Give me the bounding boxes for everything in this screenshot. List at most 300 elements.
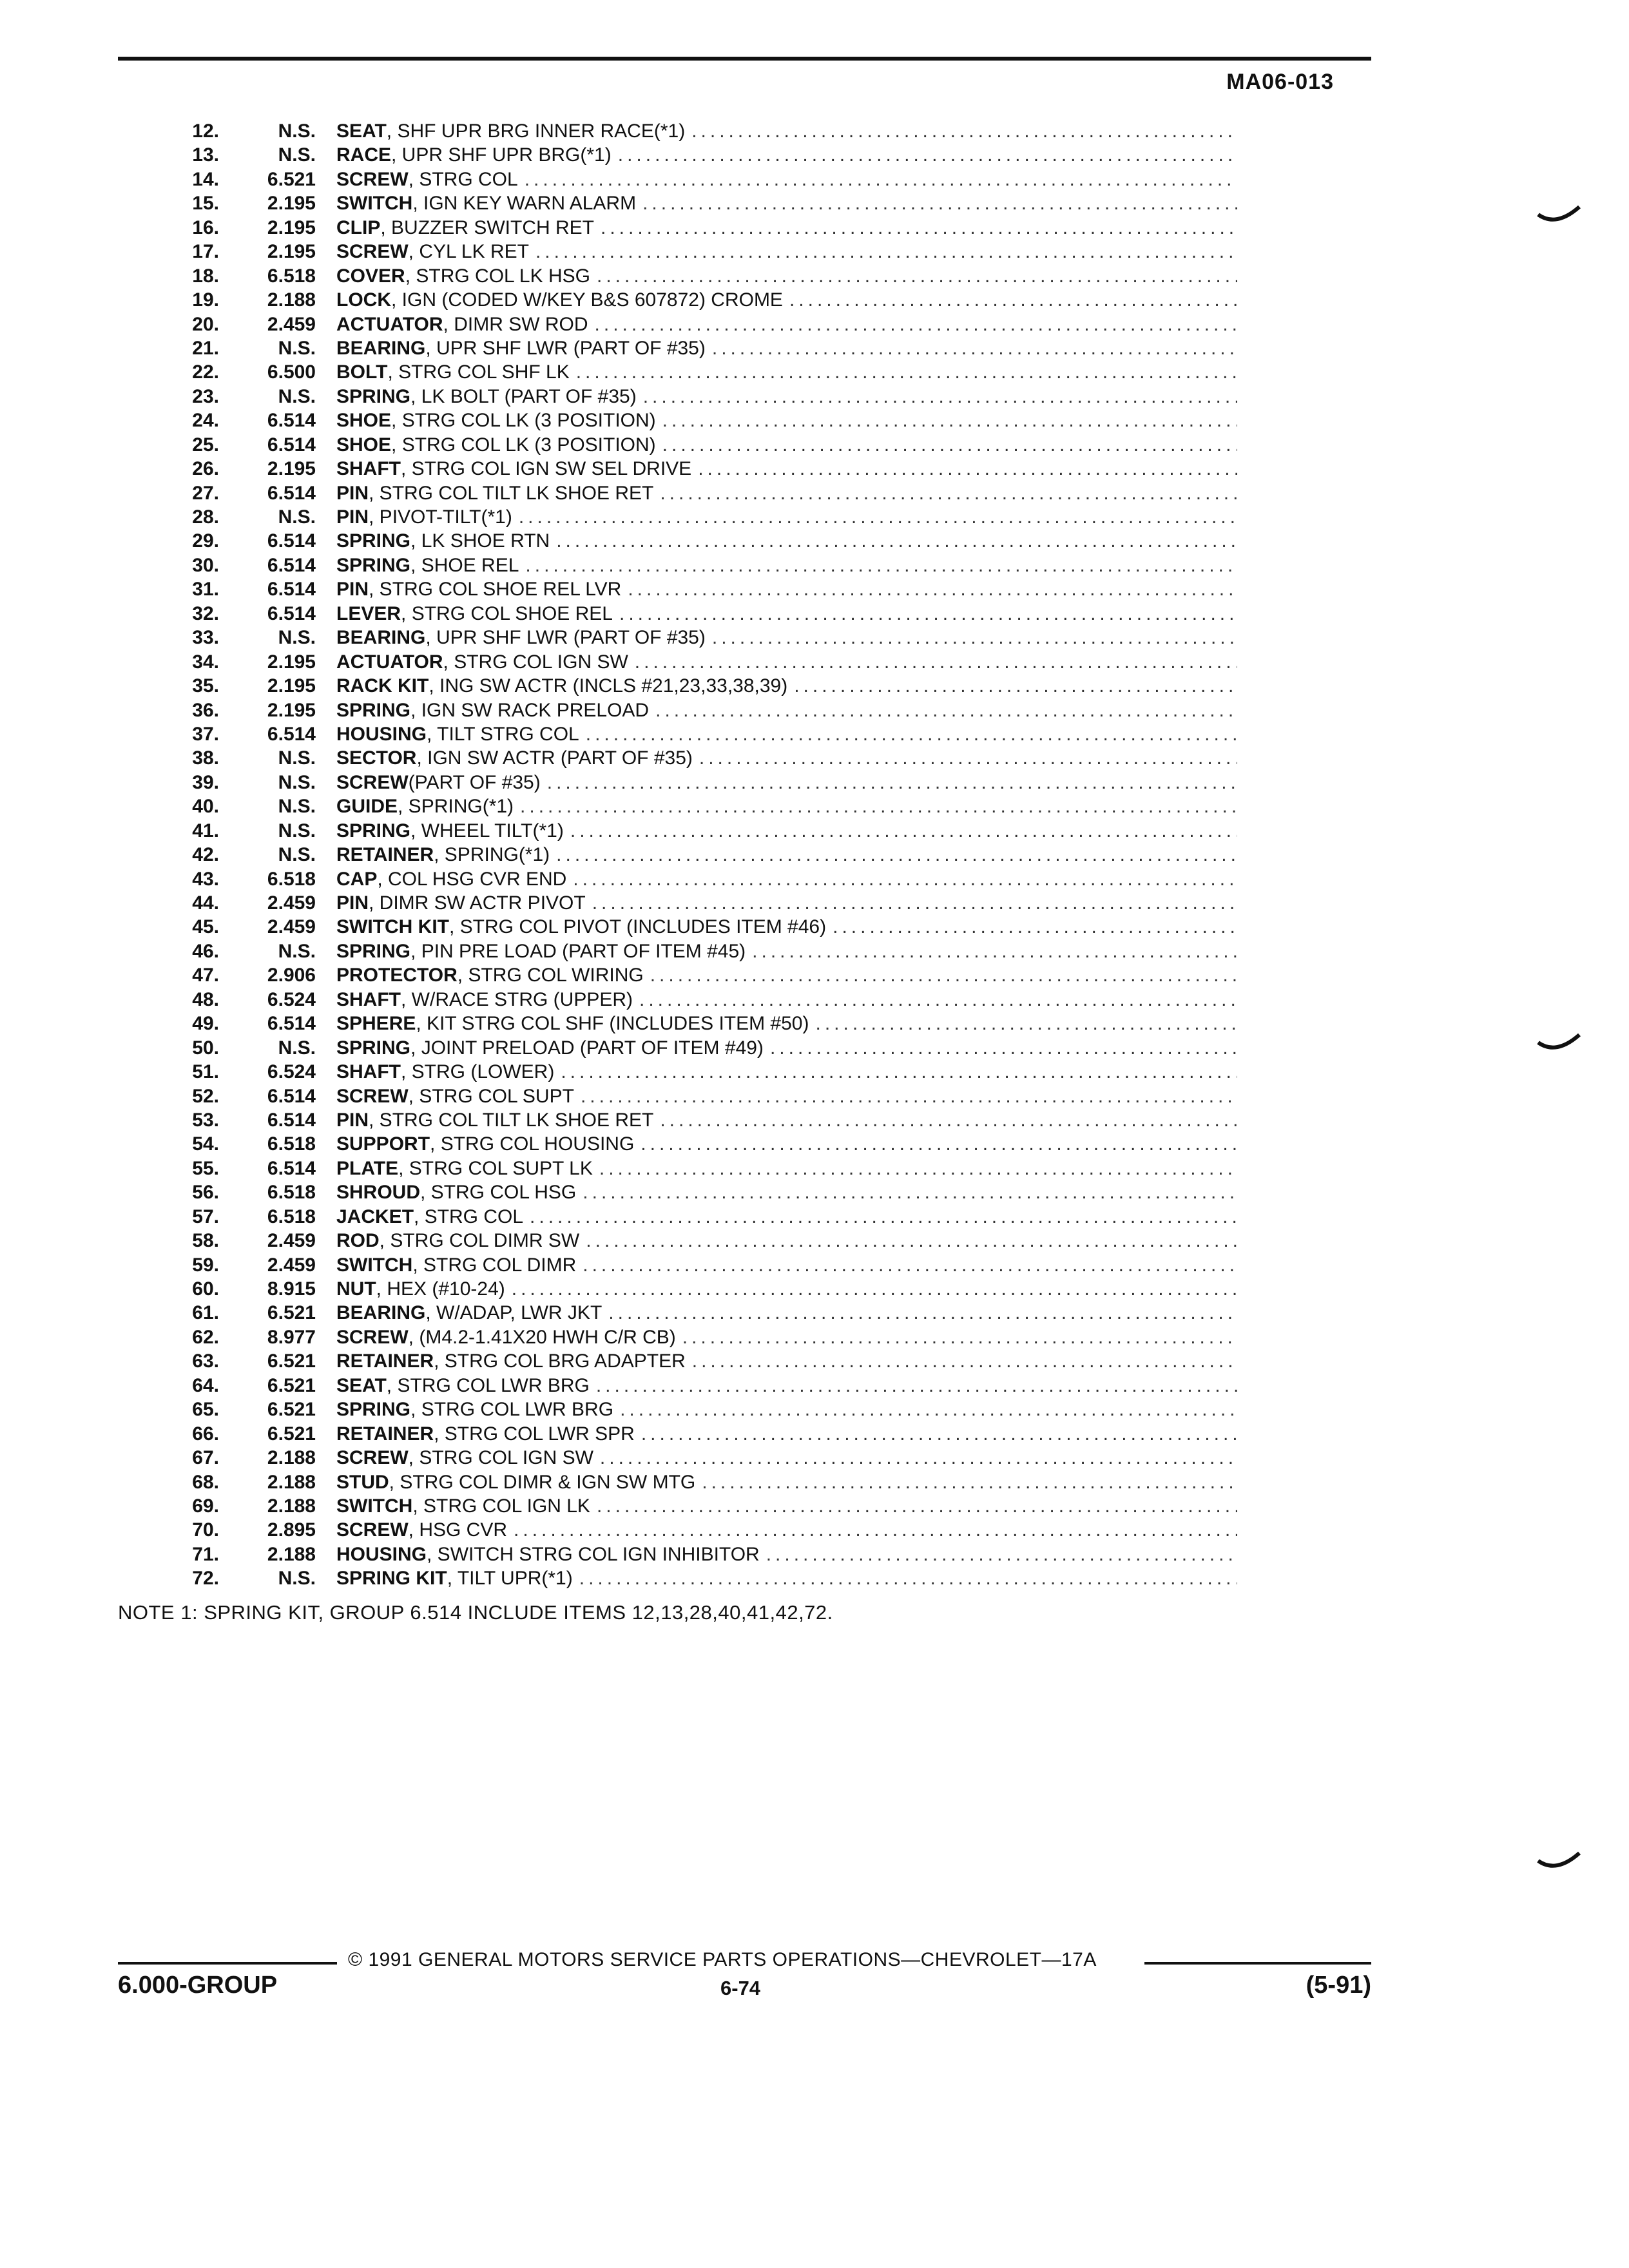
item-number: 71. [192, 1543, 219, 1565]
item-description [336, 312, 1237, 336]
part-detail: , ING SW ACTR (INCLS #21,23,33,38,39) [429, 675, 788, 697]
list-item [122, 1157, 1237, 1180]
group-number: 6.521 [267, 1302, 316, 1324]
part-detail: , SWITCH STRG COL IGN INHIBITOR [427, 1543, 760, 1565]
group-number: N.S. [278, 940, 316, 962]
part-name: LOCK [336, 289, 391, 311]
item-number: 56. [192, 1182, 219, 1204]
item-description [336, 1301, 1237, 1325]
item-description [336, 1349, 1237, 1373]
list-item [122, 1132, 1237, 1156]
dot-leader [573, 867, 1237, 891]
item-number: 17. [192, 241, 219, 263]
item-number: 25. [192, 434, 219, 456]
item-description [336, 1180, 1237, 1204]
list-item [122, 1060, 1237, 1084]
part-detail: , STRG COL DIMR SW [379, 1230, 580, 1252]
group-number: 2.459 [267, 1254, 316, 1276]
dot-leader [662, 408, 1237, 432]
group-number: 6.518 [267, 1182, 316, 1204]
list-item [122, 119, 1237, 143]
list-item [122, 915, 1237, 939]
item-description [336, 819, 1237, 843]
part-name: HOUSING [336, 1543, 427, 1565]
item-number: 26. [192, 458, 219, 480]
item-number: 62. [192, 1326, 219, 1348]
item-description [336, 1060, 1237, 1084]
part-name: SPRING [336, 940, 411, 962]
item-description [336, 336, 1237, 360]
part-name: SWITCH KIT [336, 916, 449, 938]
item-number: 66. [192, 1423, 219, 1445]
item-description [336, 408, 1237, 432]
part-detail: , STRG COL DIMR & IGN SW MTG [389, 1471, 696, 1493]
document-code: MA06-013 [1226, 70, 1334, 94]
list-item [122, 819, 1237, 843]
item-description [336, 553, 1237, 577]
list-item [122, 360, 1237, 384]
part-detail: (PART OF #35) [408, 771, 541, 793]
group-number: 2.906 [267, 965, 316, 986]
part-name: BEARING [336, 627, 426, 649]
item-number: 59. [192, 1254, 219, 1276]
list-item [122, 988, 1237, 1012]
part-name: RETAINER [336, 1350, 434, 1372]
list-item [122, 505, 1237, 529]
item-number: 20. [192, 313, 219, 335]
group-number: 2.188 [267, 1471, 316, 1493]
list-item [122, 939, 1237, 963]
list-item [122, 891, 1237, 915]
part-detail: , STRG COL BRG ADAPTER [434, 1350, 686, 1372]
part-detail: , SPRING(*1) [434, 844, 550, 866]
dot-leader [712, 336, 1237, 360]
part-name: RETAINER [336, 1423, 434, 1445]
item-description [336, 988, 1237, 1012]
part-detail: , DIMR SW ROD [443, 313, 588, 335]
part-detail: , STRG COL SHOE REL [401, 602, 613, 624]
item-number: 34. [192, 651, 219, 673]
group-number: 6.521 [267, 1374, 316, 1396]
list-item [122, 1470, 1237, 1494]
part-detail: , HEX (#10-24) [376, 1278, 505, 1300]
group-number: N.S. [278, 1037, 316, 1059]
part-detail: , UPR SHF UPR BRG(*1) [391, 144, 612, 166]
group-number: 2.188 [267, 289, 316, 311]
item-number: 42. [192, 844, 219, 866]
item-description [336, 529, 1237, 553]
item-description [336, 1012, 1237, 1035]
item-description [336, 602, 1237, 626]
part-name: SUPPORT [336, 1133, 430, 1155]
list-item [122, 577, 1237, 601]
group-number: 6.514 [267, 1157, 316, 1179]
item-description [336, 1374, 1237, 1398]
item-number: 51. [192, 1061, 219, 1083]
part-detail: , W/RACE STRG (UPPER) [401, 988, 633, 1010]
item-number: 46. [192, 940, 219, 962]
item-number: 69. [192, 1495, 219, 1517]
part-name: SCREW [336, 241, 409, 263]
item-number: 37. [192, 723, 219, 745]
part-detail: , STRG COL IGN SW [443, 651, 628, 673]
item-description [336, 698, 1237, 722]
dot-leader [576, 360, 1237, 384]
part-name: PIN [336, 892, 369, 914]
item-description [336, 1542, 1237, 1566]
group-number: 2.195 [267, 458, 316, 480]
part-name: SWITCH [336, 1254, 413, 1276]
part-detail: , STRG COL LK (3 POSITION) [391, 410, 656, 432]
part-name: SPRING [336, 385, 411, 407]
revision-date: (5-91) [1306, 1972, 1371, 1999]
dot-leader [596, 1374, 1237, 1398]
group-number: N.S. [278, 1568, 316, 1590]
item-description [336, 1470, 1237, 1494]
item-number: 68. [192, 1471, 219, 1493]
list-item [122, 385, 1237, 408]
group-number: 2.195 [267, 675, 316, 697]
item-description [336, 915, 1237, 939]
part-name: SPRING [336, 1399, 411, 1421]
part-name: SHOE [336, 410, 392, 432]
part-name: PIN [336, 482, 369, 504]
part-detail: , STRG COL LWR BRG [386, 1374, 590, 1396]
group-number: N.S. [278, 627, 316, 649]
dot-leader [620, 1398, 1237, 1421]
part-detail: , STRG COL PIVOT (INCLUDES ITEM #46) [448, 916, 827, 938]
group-number: 2.459 [267, 916, 316, 938]
list-item [122, 191, 1237, 215]
item-number: 53. [192, 1109, 219, 1131]
item-description [336, 457, 1237, 481]
list-item [122, 288, 1237, 312]
dot-leader [556, 529, 1237, 553]
item-number: 52. [192, 1085, 219, 1107]
item-number: 36. [192, 699, 219, 721]
part-detail: , STRG COL IGN SW [408, 1447, 593, 1469]
dot-leader [702, 1470, 1237, 1494]
dot-leader [619, 602, 1237, 626]
item-description [336, 771, 1237, 794]
dot-leader [766, 1542, 1237, 1566]
dot-leader [599, 1157, 1237, 1180]
list-item [122, 1180, 1237, 1204]
list-item [122, 843, 1237, 867]
list-item [122, 1374, 1237, 1398]
item-number: 40. [192, 796, 219, 818]
group-number: 6.521 [267, 1350, 316, 1372]
part-name: SPRING [336, 699, 411, 721]
part-detail: , HSG CVR [408, 1519, 508, 1541]
part-name: SHROUD [336, 1182, 421, 1204]
item-number: 54. [192, 1133, 219, 1155]
item-number: 33. [192, 627, 219, 649]
part-name: PIN [336, 506, 369, 528]
list-item [122, 1108, 1237, 1132]
part-detail: , SHOE REL [410, 554, 519, 576]
part-name: JACKET [336, 1206, 414, 1227]
list-item [122, 1494, 1237, 1518]
dot-leader [592, 891, 1237, 915]
part-name: GUIDE [336, 796, 398, 818]
part-name: STUD [336, 1471, 389, 1493]
part-name: PIN [336, 1109, 369, 1131]
part-name: PIN [336, 579, 369, 601]
dot-leader [833, 915, 1237, 939]
item-number: 44. [192, 892, 219, 914]
item-number: 39. [192, 771, 219, 793]
part-name: SCREW [336, 168, 409, 190]
part-detail: , TILT UPR(*1) [447, 1568, 573, 1590]
dot-leader [752, 939, 1237, 963]
item-description [336, 794, 1237, 818]
dot-leader [635, 650, 1237, 674]
group-number: 6.514 [267, 1109, 316, 1131]
item-number: 15. [192, 193, 219, 215]
dot-leader [655, 698, 1237, 722]
footnote: NOTE 1: SPRING KIT, GROUP 6.514 INCLUDE ITEMS 12,13,28,40,41,42,72. [118, 1601, 833, 1624]
list-item [122, 867, 1237, 891]
dot-leader [519, 505, 1237, 529]
part-detail: , STRG COL LK (3 POSITION) [391, 434, 656, 456]
item-description [336, 843, 1237, 867]
list-item [122, 771, 1237, 794]
part-detail: , WHEEL TILT(*1) [410, 820, 564, 841]
part-name: SECTOR [336, 747, 417, 769]
list-item [122, 1398, 1237, 1421]
dot-leader [597, 264, 1237, 288]
part-name: SHAFT [336, 458, 401, 480]
group-number: 6.518 [267, 1206, 316, 1227]
part-name: SWITCH [336, 193, 413, 215]
dot-leader [639, 988, 1237, 1012]
copyright-text: © 1991 GENERAL MOTORS SERVICE PARTS OPERATIONS—CHEVROLET—17A [348, 1949, 1097, 1970]
group-number: 6.514 [267, 1013, 316, 1035]
list-item [122, 1518, 1237, 1542]
list-item [122, 553, 1237, 577]
item-number: 50. [192, 1037, 219, 1059]
binding-hole-mark [1537, 1849, 1582, 1875]
part-name: ROD [336, 1230, 380, 1252]
item-description [336, 481, 1237, 505]
part-detail: , STRG (LOWER) [401, 1061, 555, 1083]
list-item [122, 1422, 1237, 1446]
item-description [336, 1108, 1237, 1132]
group-number: 6.514 [267, 482, 316, 504]
part-detail: , UPR SHF LWR (PART OF #35) [425, 337, 706, 359]
dot-leader [535, 240, 1237, 264]
part-detail: , LK SHOE RTN [410, 530, 550, 552]
item-number: 13. [192, 144, 219, 166]
part-detail: , STRG COL IGN LK [412, 1495, 590, 1517]
group-number: 6.514 [267, 410, 316, 432]
group-number: N.S. [278, 796, 316, 818]
item-number: 58. [192, 1230, 219, 1252]
list-item [122, 722, 1237, 746]
list-item [122, 1253, 1237, 1277]
footer-rule-right [1144, 1962, 1371, 1965]
part-detail: , STRG COL WIRING [457, 965, 644, 986]
group-number: 6.518 [267, 868, 316, 890]
list-item [122, 1349, 1237, 1373]
dot-leader [641, 1132, 1237, 1156]
part-detail: , STRG COL HSG [420, 1182, 577, 1204]
part-detail: , IGN SW ACTR (PART OF #35) [416, 747, 693, 769]
item-description [336, 1422, 1237, 1446]
item-number: 32. [192, 602, 219, 624]
list-item [122, 650, 1237, 674]
item-number: 65. [192, 1399, 219, 1421]
dot-leader [561, 1060, 1237, 1084]
item-number: 48. [192, 988, 219, 1010]
group-number: 6.521 [267, 1423, 316, 1445]
item-number: 18. [192, 265, 219, 287]
list-item [122, 674, 1237, 698]
dot-leader [512, 1277, 1237, 1301]
group-number: 2.195 [267, 193, 316, 215]
dot-leader [642, 191, 1237, 215]
dot-leader [641, 1422, 1237, 1446]
item-number: 45. [192, 916, 219, 938]
dot-leader [699, 746, 1237, 770]
list-item [122, 457, 1237, 481]
dot-leader [547, 771, 1237, 794]
list-item [122, 1012, 1237, 1035]
dot-leader [581, 1084, 1237, 1108]
list-item [122, 698, 1237, 722]
part-detail: , COL HSG CVR END [377, 868, 567, 890]
dot-leader [712, 626, 1237, 649]
item-number: 72. [192, 1568, 219, 1590]
dot-leader [794, 674, 1237, 698]
dot-leader [586, 722, 1237, 746]
header-rule [118, 57, 1371, 61]
group-number: N.S. [278, 771, 316, 793]
part-name: SHAFT [336, 988, 401, 1010]
item-description [336, 722, 1237, 746]
part-name: SCREW [336, 1447, 409, 1469]
part-name: RACE [336, 144, 392, 166]
group-number: 8.915 [267, 1278, 316, 1300]
group-number: 2.195 [267, 651, 316, 673]
item-description [336, 119, 1237, 143]
part-name: SHOE [336, 434, 392, 456]
item-number: 31. [192, 579, 219, 601]
item-description [336, 577, 1237, 601]
item-description [336, 1277, 1237, 1301]
item-number: 23. [192, 385, 219, 407]
group-number: 2.188 [267, 1447, 316, 1469]
part-name: SEAT [336, 1374, 387, 1396]
part-name: BEARING [336, 337, 426, 359]
part-detail: , TILT STRG COL [427, 723, 579, 745]
item-description [336, 191, 1237, 215]
item-description [336, 143, 1237, 167]
item-description [336, 674, 1237, 698]
part-name: ACTUATOR [336, 313, 443, 335]
list-item [122, 481, 1237, 505]
part-detail: , STRG COL TILT LK SHOE RET [369, 482, 654, 504]
group-number: N.S. [278, 144, 316, 166]
part-name: PROTECTOR [336, 965, 458, 986]
item-description [336, 1205, 1237, 1229]
group-number: 6.524 [267, 988, 316, 1010]
parts-list [122, 119, 1237, 1591]
group-number: 6.514 [267, 602, 316, 624]
part-name: SHAFT [336, 1061, 401, 1083]
dot-leader [608, 1301, 1237, 1325]
item-description [336, 216, 1237, 240]
item-number: 70. [192, 1519, 219, 1541]
item-number: 24. [192, 410, 219, 432]
part-name: LEVER [336, 602, 401, 624]
group-number: 6.514 [267, 554, 316, 576]
part-name: SPRING KIT [336, 1568, 447, 1590]
list-item [122, 433, 1237, 457]
part-name: BOLT [336, 361, 388, 383]
item-number: 27. [192, 482, 219, 504]
item-number: 67. [192, 1447, 219, 1469]
list-item [122, 1084, 1237, 1108]
item-description [336, 1518, 1237, 1542]
dot-leader [682, 1325, 1237, 1349]
group-label: 6.000-GROUP [118, 1972, 278, 1999]
item-number: 30. [192, 554, 219, 576]
group-number: 6.500 [267, 361, 316, 383]
list-item [122, 602, 1237, 626]
part-detail: , SPRING(*1) [398, 796, 514, 818]
dot-leader [570, 819, 1237, 843]
part-name: SPRING [336, 820, 411, 841]
part-name: SPRING [336, 554, 411, 576]
part-detail: , KIT STRG COL SHF (INCLUDES ITEM #50) [416, 1013, 809, 1035]
part-detail: , CYL LK RET [408, 241, 529, 263]
item-description [336, 240, 1237, 264]
group-number: 6.524 [267, 1061, 316, 1083]
part-name: RACK KIT [336, 675, 429, 697]
item-description [336, 1084, 1237, 1108]
footer-rule-left [118, 1962, 337, 1965]
item-description [336, 168, 1237, 191]
dot-leader [597, 1494, 1237, 1518]
part-detail: , STRG COL HOUSING [430, 1133, 635, 1155]
list-item [122, 1036, 1237, 1060]
dot-leader [600, 1446, 1237, 1470]
binding-hole-mark [1537, 1031, 1582, 1057]
group-number: 2.195 [267, 699, 316, 721]
list-item [122, 1301, 1237, 1325]
part-detail: , DIMR SW ACTR PIVOT [369, 892, 586, 914]
part-name: SCREW [336, 1085, 409, 1107]
part-name: COVER [336, 265, 405, 287]
part-detail: , IGN SW RACK PRELOAD [410, 699, 650, 721]
item-number: 16. [192, 216, 219, 238]
part-detail: , STRG COL LWR SPR [434, 1423, 635, 1445]
item-number: 64. [192, 1374, 219, 1396]
item-number: 19. [192, 289, 219, 311]
item-number: 61. [192, 1302, 219, 1324]
dot-leader [514, 1518, 1237, 1542]
part-detail: , STRG COL TILT LK SHOE RET [369, 1109, 654, 1131]
dot-leader [650, 963, 1237, 987]
part-name: NUT [336, 1278, 376, 1300]
dot-leader [815, 1012, 1237, 1035]
item-description [336, 1494, 1237, 1518]
part-detail: , (M4.2-1.41X20 HWH C/R CB) [408, 1326, 676, 1348]
dot-leader [691, 119, 1237, 143]
group-number: N.S. [278, 844, 316, 866]
